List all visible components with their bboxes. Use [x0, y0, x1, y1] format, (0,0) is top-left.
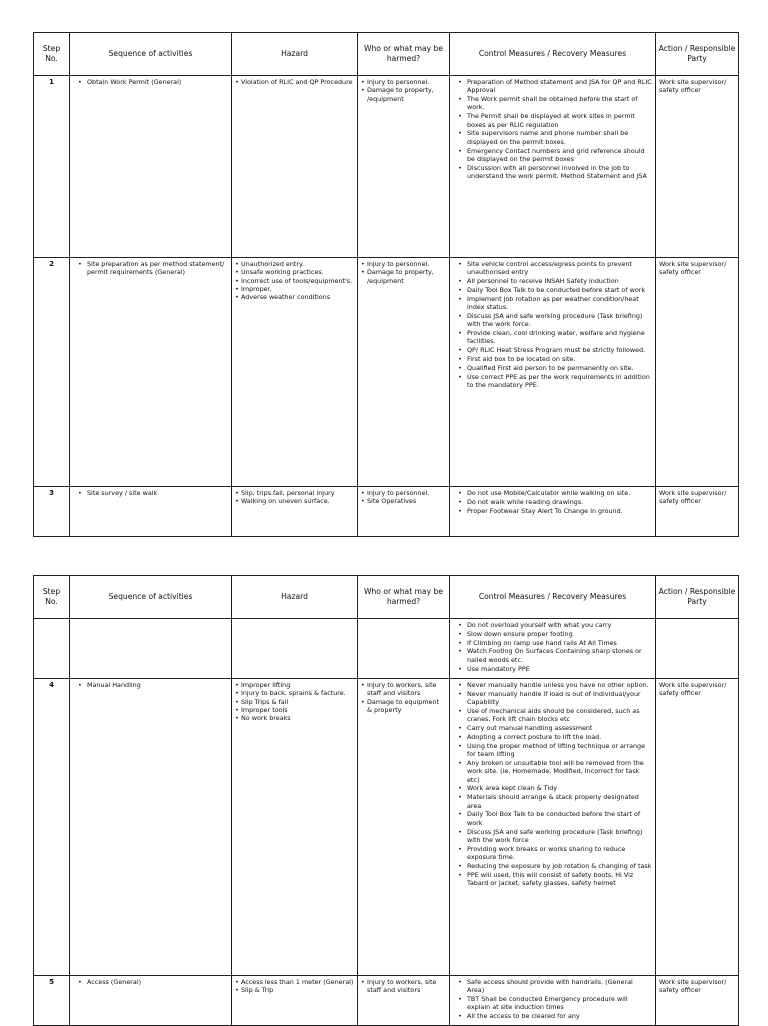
- header-sequence: Sequence of activities: [70, 576, 232, 619]
- list-item: • Use mandatory PPE: [467, 665, 652, 673]
- list-item: • Site Operatives: [367, 497, 446, 505]
- list-item: • Using the proper method of lifting technique or arrange for team lifting: [467, 742, 652, 759]
- cell-control: [450, 679, 656, 976]
- cell-action: Work site supervisor/ safety officer: [656, 76, 739, 258]
- list-item: • Injury to personnel.: [367, 260, 446, 268]
- header-who-harmed: Who or what may be harmed?: [358, 33, 450, 76]
- header-step: Step No.: [34, 576, 70, 619]
- risk-assessment-table-2: [33, 575, 739, 1026]
- list-item: • No work breaks: [241, 714, 354, 722]
- table-row: [34, 76, 739, 258]
- cell-hazard: [232, 679, 358, 976]
- list-item: • Watch Footing On Surfaces Containing sharp stones or nailed woods etc.: [467, 647, 652, 664]
- list-item: • Daily Tool Box Talk to be conducted before start of work: [467, 286, 652, 294]
- list-item: • Adverse weather conditions: [241, 293, 354, 301]
- list-item: • Do not walk while reading drawings.: [467, 498, 652, 506]
- list-item: • Violation of RLIC and QP Procedure: [241, 78, 354, 86]
- cell-hazard: [232, 619, 358, 679]
- list-item: • All the access to be cleared for any: [467, 1012, 652, 1020]
- table-row: [34, 679, 739, 976]
- list-item: • Work area kept clean & Tidy: [467, 784, 652, 792]
- step-number: 4: [34, 679, 70, 976]
- list-item: • Manual Handling: [87, 681, 228, 689]
- list-item: • Proper Footwear Stay Alert To Change In ground.: [467, 507, 652, 515]
- list-item: • Obtain Work Permit (General): [87, 78, 228, 86]
- cell-action: Work site supervisor/ safety officer: [656, 976, 739, 1026]
- list-item: • Discuss JSA and safe working procedure (Task briefing) with the work force.: [467, 312, 652, 329]
- cell-hazard: [232, 258, 358, 487]
- list-item: • Adopting a correct posture to lift the load.: [467, 733, 652, 741]
- cell-who: [358, 76, 450, 258]
- cell-seq: [70, 76, 232, 258]
- table-header-row: [34, 576, 739, 619]
- cell-action: [656, 619, 739, 679]
- header-action-party: Action / Responsible Party: [656, 576, 739, 619]
- list-item: • Injury to back, sprains & facture.: [241, 689, 354, 697]
- table-row: [34, 258, 739, 487]
- list-item: • PPE will used, this will consist of safety boots, Hi Viz Tabard or jacket, safety glasses, safety helmet: [467, 871, 652, 888]
- list-item: • Slow down ensure proper footing: [467, 630, 652, 638]
- list-item: • Injury to workers, site staff and visitors: [367, 681, 446, 698]
- cell-seq: [70, 487, 232, 537]
- step-number: 3: [34, 487, 70, 537]
- header-who-harmed: Who or what may be harmed?: [358, 576, 450, 619]
- list-item: • Walking on uneven surface.: [241, 497, 354, 505]
- list-item: • Never manually handle unless you have no other option.: [467, 681, 652, 689]
- list-item: • QP/ RLIC Heat Stress Program must be strictly followed.: [467, 346, 652, 354]
- cell-control: [450, 487, 656, 537]
- cell-who: [358, 976, 450, 1026]
- list-item: • Unsafe working practices.: [241, 268, 354, 276]
- list-item: • Carry out manual handling assessment: [467, 724, 652, 732]
- cell-who: [358, 619, 450, 679]
- list-item: • Qualified First aid person to be permanently on site.: [467, 364, 652, 372]
- list-item: • Any broken or unsuitable tool will be removed from the work site. (ie, Homemade, Modified, Incorrect for task etc): [467, 759, 652, 784]
- list-item: • Implement job rotation as per weather condition/heat index status.: [467, 295, 652, 312]
- list-item: • Slip, trips.fall, personal injury: [241, 489, 354, 497]
- list-item: • The Work permit shall be obtained before the start of work.: [467, 95, 652, 112]
- list-item: • Preparation of Method statement and JSA for QP and RLIC Approval: [467, 78, 652, 95]
- list-item: • Improper lifting: [241, 681, 354, 689]
- list-item: • If Climbing on ramp use hand rails At All Times: [467, 639, 652, 647]
- table-row: [34, 619, 739, 679]
- list-item: • Improper.: [241, 285, 354, 293]
- header-action-party: Action / Responsible Party: [656, 33, 739, 76]
- list-item: • Use correct PPE as per the work requirements in addition to the mandatory PPE.: [467, 373, 652, 390]
- list-item: • TBT Shall be conducted Emergency procedure will explain at site induction times: [467, 995, 652, 1012]
- list-item: • Do not use Mobile/Calculator while walking on site.: [467, 489, 652, 497]
- list-item: • Damage to property, /equipment: [367, 86, 446, 103]
- step-number: 5: [34, 976, 70, 1026]
- cell-who: [358, 258, 450, 487]
- header-hazard: Hazard: [232, 576, 358, 619]
- list-item: • Site preparation as per method statement/ permit requirements (General): [87, 260, 228, 277]
- cell-action: Work site supervisor/ safety officer: [656, 258, 739, 487]
- list-item: • Emergency Contact numbers and grid reference should be displayed on the permit boxes: [467, 147, 652, 164]
- cell-control: [450, 619, 656, 679]
- list-item: • Providing work breaks or works sharing to reduce exposure time.: [467, 845, 652, 862]
- list-item: • Provide clean, cool drinking water, welfare and hygiene facilities.: [467, 329, 652, 346]
- header-sequence: Sequence of activities: [70, 33, 232, 76]
- list-item: • Access (General): [87, 978, 228, 986]
- table-row: [34, 976, 739, 1026]
- list-item: • Unauthorized entry.: [241, 260, 354, 268]
- list-item: • Improper tools: [241, 706, 354, 714]
- cell-control: [450, 258, 656, 487]
- list-item: • Injury to personnel.: [367, 78, 446, 86]
- list-item: • Never manually handle if load is out of Individual/your Capability: [467, 690, 652, 707]
- table-header-row: [34, 33, 739, 76]
- cell-action: Work site supervisor/ safety officer: [656, 679, 739, 976]
- list-item: • Slip & Trip: [241, 986, 354, 994]
- list-item: • The Permit shall be displayed at work sites in permit boxes as per RLIC regulation: [467, 112, 652, 129]
- list-item: • Materials should arrange & stack properly designated area: [467, 793, 652, 810]
- list-item: • Daily Tool Box Talk to be conducted before the start of work: [467, 810, 652, 827]
- list-item: • Incorrect use of tools/equipment's.: [241, 277, 354, 285]
- header-step: Step No.: [34, 33, 70, 76]
- cell-who: [358, 679, 450, 976]
- list-item: • Damage to property, /equipment: [367, 268, 446, 285]
- header-control-measures: Control Measures / Recovery Measures: [450, 33, 656, 76]
- step-number: [34, 619, 70, 679]
- list-item: • Damage to equipment & property: [367, 698, 446, 715]
- table-row: [34, 487, 739, 537]
- cell-control: [450, 976, 656, 1026]
- list-item: • Safe access should provide with handrails. (General Area): [467, 978, 652, 995]
- cell-seq: [70, 679, 232, 976]
- list-item: • Slip Trips & fall: [241, 698, 354, 706]
- list-item: • Do not overload yourself with what you carry: [467, 621, 652, 629]
- list-item: • First aid box to be located on site.: [467, 355, 652, 363]
- list-item: • Injury to workers, site staff and visitors: [367, 978, 446, 995]
- list-item: • Discussion with all personnel involved in the job to understand the work permit. Method Statement and JSA: [467, 164, 652, 181]
- list-item: • All personnel to receive INSAH Safety induction: [467, 277, 652, 285]
- list-item: • Access less than 1 meter (General): [241, 978, 354, 986]
- list-item: • Reducing the exposure by job rotation & changing of task: [467, 862, 652, 870]
- list-item: • Site vehicle control access/egress points to prevent unauthorised entry: [467, 260, 652, 277]
- list-item: • Discuss JSA and safe working procedure (Task briefing) with the work force: [467, 828, 652, 845]
- list-item: • Use of mechanical aids should be considered, such as cranes, Fork lift chain blocks etc: [467, 707, 652, 724]
- cell-seq: [70, 976, 232, 1026]
- cell-hazard: [232, 76, 358, 258]
- list-item: • Injury to personnel.: [367, 489, 446, 497]
- step-number: 2: [34, 258, 70, 487]
- risk-assessment-table-1: [33, 32, 739, 537]
- cell-who: [358, 487, 450, 537]
- cell-hazard: [232, 487, 358, 537]
- list-item: • Site survey / site walk: [87, 489, 228, 497]
- list-item: • Site supervisors name and phone number shall be displayed on the permit boxes.: [467, 129, 652, 146]
- header-hazard: Hazard: [232, 33, 358, 76]
- cell-seq: [70, 619, 232, 679]
- cell-hazard: [232, 976, 358, 1026]
- header-control-measures: Control Measures / Recovery Measures: [450, 576, 656, 619]
- step-number: 1: [34, 76, 70, 258]
- cell-control: [450, 76, 656, 258]
- cell-action: Work site supervisor/ safety officer: [656, 487, 739, 537]
- cell-seq: [70, 258, 232, 487]
